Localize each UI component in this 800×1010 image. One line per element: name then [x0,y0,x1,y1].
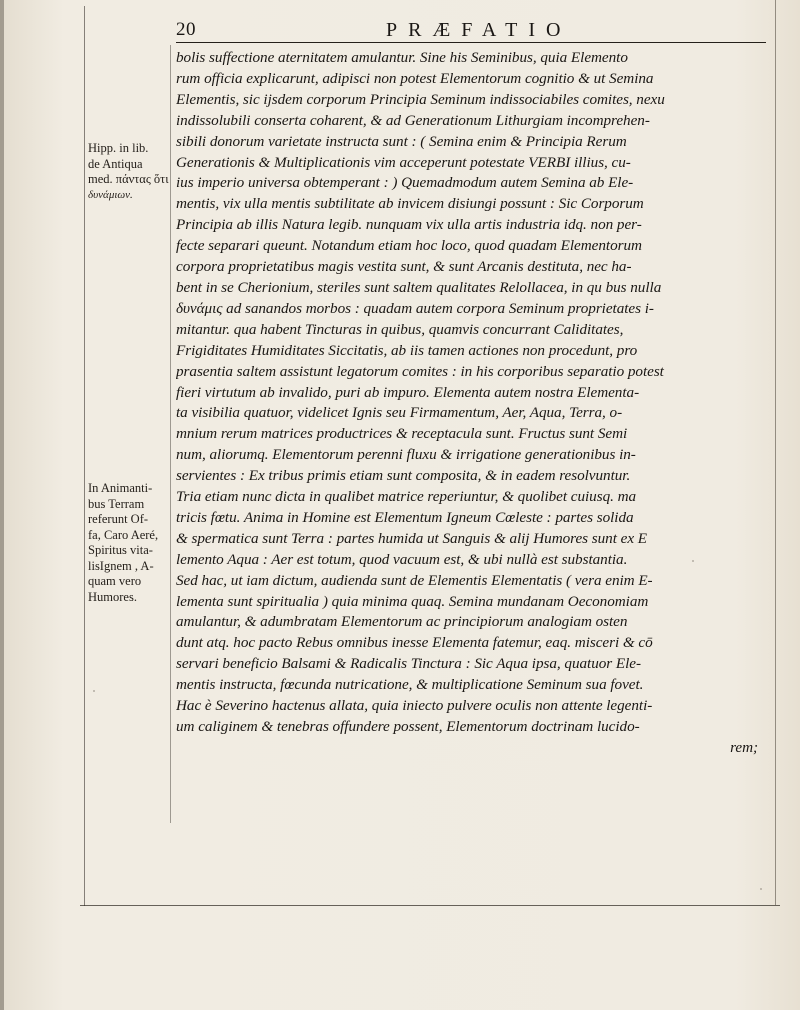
margin-note-line: quam vero [88,574,142,588]
text-block-rule [170,45,171,823]
paper-speck [760,888,762,890]
text-line: indissolubili conserta coharent, & ad Generationum Lithurgiam incomprehen- [176,111,650,129]
text-line: prasentia saltem assistunt legatorum comites : in his corporibus separatio potest [176,362,664,380]
text-line: Elementis, sic ijsdem corporum Principia Seminum indissociabiles comites, nexu [176,90,665,108]
page-number: 20 [176,19,196,40]
text-line: mnium rerum matrices productrices & receptacula sunt. Fructus sunt Semi [176,425,628,443]
text-line: um caliginem & tenebras offundere possent, Elementorum doctrinam lucido- [176,718,640,735]
margin-note-line: lisIgnem , A- [88,558,154,573]
main-text-block [176,48,766,759]
running-title: PRÆFATIO [386,19,572,41]
margin-note-line: bus Terram [88,496,145,511]
margin-note-line: de Antiqua [88,156,143,171]
margin-note-line: Hipp. in lib. [88,141,149,155]
text-line: Sed hac, ut iam dictum, audienda sunt de Elementis Elementatis ( vera enim E- [176,571,653,589]
text-line: servari beneficio Balsami & Radicalis Tinctura : Sic Aqua ipsa, quatuor Ele- [176,655,642,673]
margin-note-line: δυνάμιων. [88,188,133,201]
text-line: fieri virtutum ab invalido, puri ab impuro. Elementa autem nostra Elementa- [176,383,640,401]
text-line: rum officia explicarunt, adipisci non potest Elementorum cognitio & ut Semina [176,69,654,87]
text-line: lemento Aqua : Aer est totum, quod vacuum est, & ubi nullà est substantia. [176,550,628,568]
text-line: tricis fœtu. Anima in Homine est Elementum Igneum Cœleste : partes solida [176,508,634,526]
page-left-edge [0,0,4,1010]
margin-note-line: In Animanti- [88,481,153,495]
text-line: bolis suffectione aternitatem amulantur. Sine his Seminibus, quia Elemento [176,49,628,66]
text-line: Tria etiam nunc dicta in qualibet matrice reperiuntur, & quolibet cuiusq. ma [176,488,637,506]
right-frame-rule [775,0,776,905]
margin-note-line: referunt Of- [88,512,149,526]
paper-speck [93,690,95,692]
margin-note-line: fa, Caro Aeré, [88,527,159,542]
text-line: ta visibilia quatuor, videlicet Ignis seu Firmamentum, Aer, Aqua, Terra, o- [176,404,623,422]
text-line: & spermatica sunt Terra : partes humida ut Sanguis & alij Humores sunt ex E [176,529,647,547]
text-line: servientes : Ex tribus primis etiam sunt composita, & in eadem resolvuntur. [176,467,631,485]
text-line: fecte separari queunt. Notandum etiam hoc loco, quod quadam Elementorum [176,237,642,255]
margin-note-line: med. πάντας ὅτι [88,172,169,186]
margin-note-animals [88,481,170,605]
margin-note-line: Spiritus vita- [88,543,153,557]
text-line: dunt atq. hoc pacto Rebus omnibus inesse Elementa fatemur, eaq. misceri & cō [176,634,653,652]
text-line: δυνάμις ad sanandos morbos : quadam autem corpora Seminum proprietates i- [176,299,654,317]
margin-note-line: Humores. [88,589,137,604]
text-line: bent in se Cherionium, steriles sunt saltem qualitates Relollacea, in qu bus nulla [176,278,662,296]
text-line: Hac è Severino hactenus allata, quia iniecto pulvere oculis non attente legenti- [176,697,653,715]
margin-rule [84,6,85,906]
text-line: corpora proprietatibus magis vestita sunt, & sunt Arcanis destituta, nec ha- [176,258,632,276]
text-line: lementa sunt spiritualia ) quia minima quaq. Semina mundanam Oeconomiam [176,592,649,610]
page-header [176,20,766,43]
text-line: mitantur. qua habent Tincturas in quibus, quamvis concurrant Caliditates, [176,320,624,338]
bottom-rule [80,905,780,906]
text-line: ius imperio universa obtemperant : ) Quemadmodum autem Semina ab Ele- [176,174,634,192]
text-line: Generationis & Multiplicationis vim acceperunt potestate VERBI illius, cu- [176,153,631,171]
text-line: mentis, vix ulla mentis subtilitate ab invicem disiungi possunt : Sic Corporum [176,195,644,213]
margin-note-hippocrates [88,141,170,203]
text-line: Principia ab illis Natura legib. nunquam vix ulla artis industria idq. non per- [176,216,642,234]
text-line: Frigiditates Humiditates Siccitatis, ab iis tamen actiones non procedunt, pro [176,341,638,359]
text-line: mentis instructa, fœcunda nutricatione, & multiplicatione Seminum sua fovet. [176,676,644,694]
paper-speck [692,560,694,562]
text-line: amulantur, & adumbratam Elementorum ac principiorum analogiam osten [176,613,628,631]
text-line: sibili donorum varietate instructa sunt : ( Semina enim & Principia Rerum [176,132,627,150]
catchword: rem; [730,738,758,756]
text-line: num, aliorumq. Elementorum perenni fluxu & irrigatione generationibus in- [176,446,636,464]
